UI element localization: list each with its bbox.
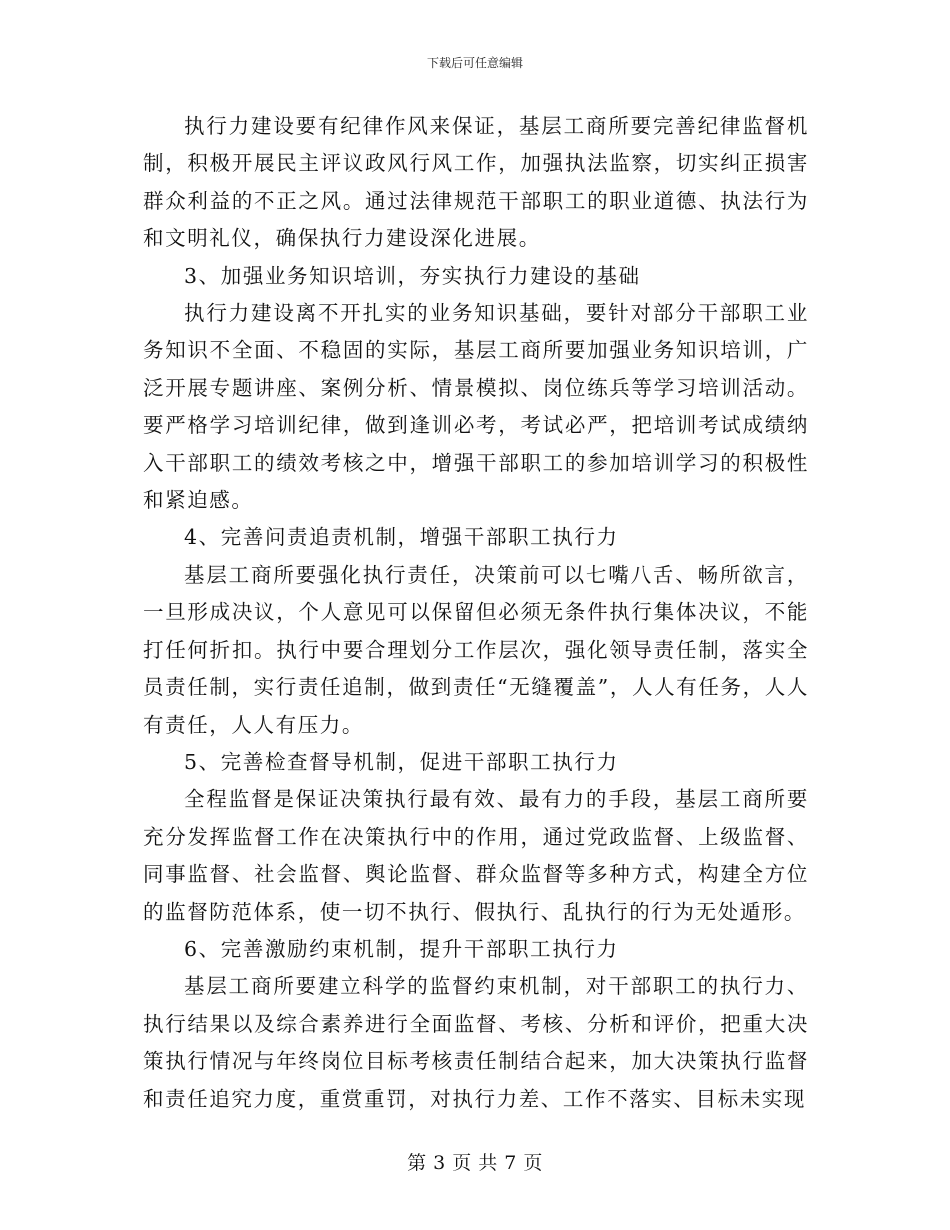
document-body xyxy=(143,108,809,1118)
paragraph-training: 执行力建设离不开扎实的业务知识基础，要针对部分干部职工业务知识不全面、不稳固的实际，基层工商所要加强业务知识培训，广泛开展专题讲座、案例分析、情景模拟、岗位练兵等学习培训活动。要严格学习培训纪律，做到逢训必考，考试必严，把培训考试成绩纳入干部职工的绩效考核之中，增强干部职工的参加培训学习的积极性和紧迫感。 xyxy=(143,301,809,513)
paragraph-supervision: 全程监督是保证决策执行最有效、最有力的手段，基层工商所要充分发挥监督工作在决策执行中的作用，通过党政监督、上级监督、同事监督、社会监督、舆论监督、群众监督等多种方式，构建全方位的监督防范体系，使一切不执行、假执行、乱执行的行为无处遁形。 xyxy=(143,787,809,924)
section-heading-5: 5、完善检查督导机制，促进干部职工执行力 xyxy=(184,749,619,774)
paragraph-discipline: 执行力建设要有纪律作风来保证，基层工商所要完善纪律监督机制，积极开展民主评议政风行风工作，加强执法监察，切实纠正损害群众利益的不正之风。通过法律规范干部职工的职业道德、执法行为和文明礼仪，确保执行力建设深化进展。 xyxy=(143,114,809,251)
section-heading-4: 4、完善问责追责机制，增强干部职工执行力 xyxy=(184,525,619,550)
paragraph-incentive: 基层工商所要建立科学的监督约束机制，对干部职工的执行力、执行结果以及综合素养进行全面监督、考核、分析和评价，把重大决策执行情况与年终岗位目标考核责任制结合起来，加大决策执行监督和责任追究力度，重赏重罚，对执行力差、工作不落实、目标未实现 xyxy=(143,974,809,1111)
paragraph-accountability: 基层工商所要强化执行责任，决策前可以七嘴八舌、畅所欲言，一旦形成决议，个人意见可以保留但必须无条件执行集体决议，不能打任何折扣。执行中要合理划分工作层次，强化领导责任制，落实全员责任制，实行责任追制，做到责任“无缝覆盖”，人人有任务，人人有责任，人人有压力。 xyxy=(143,562,809,737)
page-header: 下载后可任意编辑 xyxy=(426,56,523,70)
section-heading-6: 6、完善激励约束机制，提升干部职工执行力 xyxy=(184,936,619,961)
section-heading-3: 3、加强业务知识培训，夯实执行力建设的基础 xyxy=(184,263,641,288)
page-number: 第 3 页 共 7 页 xyxy=(407,1152,543,1174)
